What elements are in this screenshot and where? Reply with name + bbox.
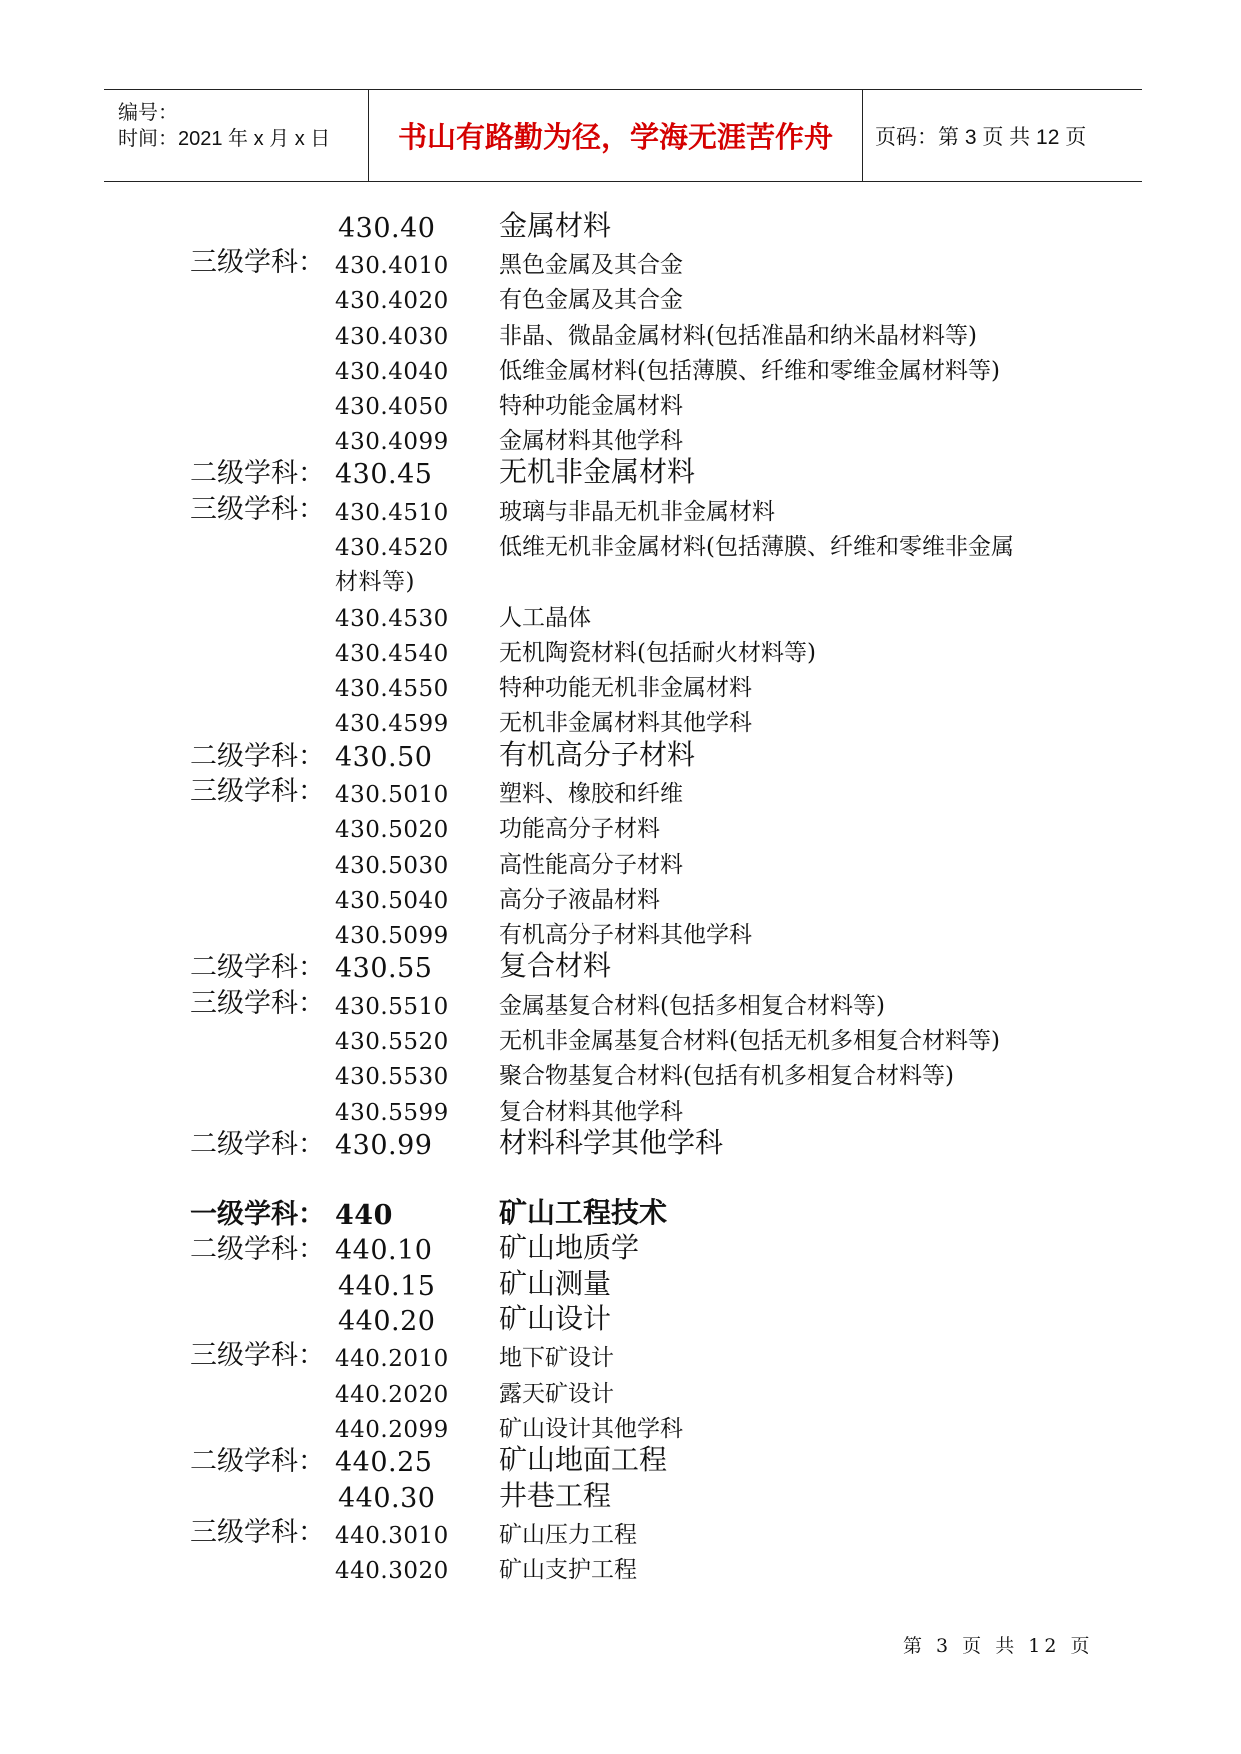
discipline-code: 440.20	[338, 1306, 436, 1337]
discipline-row	[0, 847, 1241, 883]
discipline-row	[0, 1023, 1241, 1059]
discipline-name: 无机陶瓷材料(包括耐火材料等)	[499, 640, 816, 666]
discipline-row	[0, 1058, 1241, 1094]
discipline-name: 有色金属及其合金	[499, 287, 683, 313]
discipline-name: 露天矿设计	[499, 1381, 614, 1407]
motto: 书山有路勤为径，学海无涯苦作舟	[369, 90, 863, 181]
discipline-name: 矿山地质学	[499, 1231, 640, 1264]
discipline-row	[0, 353, 1241, 389]
discipline-name: 特种功能无机非金属材料	[499, 675, 752, 701]
discipline-code: 材料等)	[335, 569, 415, 595]
discipline-name: 玻璃与非晶无机非金属材料	[499, 499, 775, 525]
serial-label: 编号：	[118, 102, 178, 124]
discipline-name: 黑色金属及其合金	[499, 252, 683, 278]
discipline-row	[0, 455, 1241, 494]
discipline-name: 聚合物基复合材料(包括有机多相复合材料等)	[499, 1063, 954, 1089]
discipline-name: 矿山支护工程	[499, 1557, 637, 1583]
discipline-code: 430.55	[335, 953, 433, 984]
discipline-code: 430.4520	[335, 535, 449, 561]
discipline-row	[0, 209, 1241, 248]
level-label: 三级学科：	[190, 988, 325, 1019]
discipline-name: 人工晶体	[499, 605, 591, 631]
level-label: 一级学科：	[190, 1199, 325, 1230]
discipline-row	[0, 670, 1241, 706]
discipline-code: 430.4530	[335, 606, 449, 632]
discipline-name: 高分子液晶材料	[499, 887, 660, 913]
discipline-code: 430.4010	[335, 253, 449, 279]
discipline-name: 复合材料其他学科	[499, 1099, 683, 1125]
discipline-row	[0, 529, 1241, 565]
discipline-code: 430.45	[335, 459, 433, 490]
discipline-name: 矿山测量	[499, 1267, 612, 1300]
discipline-code: 430.5599	[335, 1100, 449, 1126]
discipline-row	[0, 811, 1241, 847]
discipline-code: 430.4099	[335, 429, 449, 455]
discipline-code: 430.4040	[335, 359, 449, 385]
discipline-name: 矿山工程技术	[499, 1196, 668, 1229]
discipline-code: 430.50	[335, 742, 433, 773]
discipline-code: 430.4020	[335, 288, 449, 314]
discipline-code: 440.10	[335, 1235, 433, 1266]
discipline-name: 特种功能金属材料	[499, 393, 683, 419]
discipline-code: 430.4550	[335, 676, 449, 702]
level-label: 二级学科：	[190, 1446, 325, 1477]
level-label: 二级学科：	[190, 1234, 325, 1265]
discipline-row	[0, 949, 1241, 988]
discipline-code: 430.4540	[335, 641, 449, 667]
discipline-code: 430.40	[338, 213, 436, 244]
discipline-name: 功能高分子材料	[499, 816, 660, 842]
discipline-name: 高性能高分子材料	[499, 852, 683, 878]
discipline-code: 440.25	[335, 1447, 433, 1478]
level-label: 三级学科：	[190, 1340, 325, 1371]
discipline-code: 430.5530	[335, 1064, 449, 1090]
discipline-row	[0, 1126, 1241, 1165]
level-label: 三级学科：	[190, 494, 325, 525]
discipline-name: 金属材料	[499, 209, 612, 242]
discipline-row	[0, 494, 1241, 530]
discipline-name: 金属材料其他学科	[499, 428, 683, 454]
discipline-code: 430.5040	[335, 888, 449, 914]
discipline-row	[0, 388, 1241, 424]
discipline-code: 440.2010	[335, 1346, 449, 1372]
discipline-row	[0, 282, 1241, 318]
discipline-name: 塑料、橡胶和纤维	[499, 781, 683, 807]
discipline-row	[0, 1479, 1241, 1518]
discipline-row	[0, 600, 1241, 636]
page-code: 页码：第 3 页 共 12 页	[875, 125, 1087, 149]
discipline-code: 430.5020	[335, 817, 449, 843]
level-label: 三级学科：	[190, 247, 325, 278]
discipline-row	[0, 1376, 1241, 1412]
discipline-row	[0, 738, 1241, 777]
discipline-code: 440.30	[338, 1483, 436, 1514]
discipline-name: 无机非金属材料	[499, 455, 696, 488]
discipline-code: 430.4030	[335, 324, 449, 350]
discipline-name: 材料科学其他学科	[499, 1126, 724, 1159]
time-label: 时间：2021 年 x 月 x 日	[118, 128, 331, 150]
discipline-code: 430.5099	[335, 923, 449, 949]
discipline-name: 有机高分子材料其他学科	[499, 922, 752, 948]
level-label: 二级学科：	[190, 741, 325, 772]
discipline-name: 地下矿设计	[499, 1345, 614, 1371]
discipline-code: 440	[335, 1200, 393, 1231]
discipline-code: 430.5510	[335, 994, 449, 1020]
discipline-code: 440.2020	[335, 1382, 449, 1408]
discipline-name: 井巷工程	[499, 1479, 612, 1512]
level-label: 三级学科：	[190, 1517, 325, 1548]
discipline-code: 430.5030	[335, 853, 449, 879]
discipline-code: 430.4599	[335, 711, 449, 737]
discipline-name: 矿山地面工程	[499, 1443, 668, 1476]
page-header-table	[104, 89, 1142, 182]
discipline-row	[0, 1443, 1241, 1482]
page-footer: 第 3 页 共 12 页	[903, 1635, 1094, 1657]
discipline-code: 430.99	[335, 1130, 433, 1161]
discipline-row	[0, 1517, 1241, 1553]
discipline-row	[0, 1267, 1241, 1306]
discipline-name: 有机高分子材料	[499, 738, 696, 771]
discipline-row	[0, 318, 1241, 354]
discipline-code: 430.4050	[335, 394, 449, 420]
header-meta-cell	[104, 90, 369, 181]
discipline-row	[0, 776, 1241, 812]
discipline-row	[0, 882, 1241, 918]
discipline-code: 440.3020	[335, 1558, 449, 1584]
discipline-row	[0, 564, 1241, 600]
level-label: 二级学科：	[190, 1129, 325, 1160]
discipline-code: 440.15	[338, 1271, 436, 1302]
level-label: 二级学科：	[190, 458, 325, 489]
discipline-code: 430.5010	[335, 782, 449, 808]
discipline-row	[0, 988, 1241, 1024]
discipline-row	[0, 1340, 1241, 1376]
discipline-name: 矿山设计其他学科	[499, 1416, 683, 1442]
discipline-name: 复合材料	[499, 949, 612, 982]
discipline-row	[0, 1552, 1241, 1588]
discipline-code: 440.2099	[335, 1417, 449, 1443]
level-label: 二级学科：	[190, 952, 325, 983]
discipline-row	[0, 1302, 1241, 1341]
discipline-name: 非晶、微晶金属材料(包括准晶和纳米晶材料等)	[499, 323, 977, 349]
discipline-name: 低维金属材料(包括薄膜、纤维和零维金属材料等)	[499, 358, 1000, 384]
discipline-name: 金属基复合材料(包括多相复合材料等)	[499, 993, 885, 1019]
discipline-code: 430.4510	[335, 500, 449, 526]
discipline-code: 430.5520	[335, 1029, 449, 1055]
discipline-name: 无机非金属基复合材料(包括无机多相复合材料等)	[499, 1028, 1000, 1054]
discipline-row	[0, 917, 1241, 953]
discipline-name: 无机非金属材料其他学科	[499, 710, 752, 736]
level-label: 三级学科：	[190, 776, 325, 807]
discipline-code: 440.3010	[335, 1523, 449, 1549]
discipline-name: 低维无机非金属材料(包括薄膜、纤维和零维非金属	[499, 534, 1014, 560]
discipline-row	[0, 1231, 1241, 1270]
discipline-row	[0, 635, 1241, 671]
discipline-name: 矿山设计	[499, 1302, 612, 1335]
discipline-name: 矿山压力工程	[499, 1522, 637, 1548]
discipline-row	[0, 247, 1241, 283]
